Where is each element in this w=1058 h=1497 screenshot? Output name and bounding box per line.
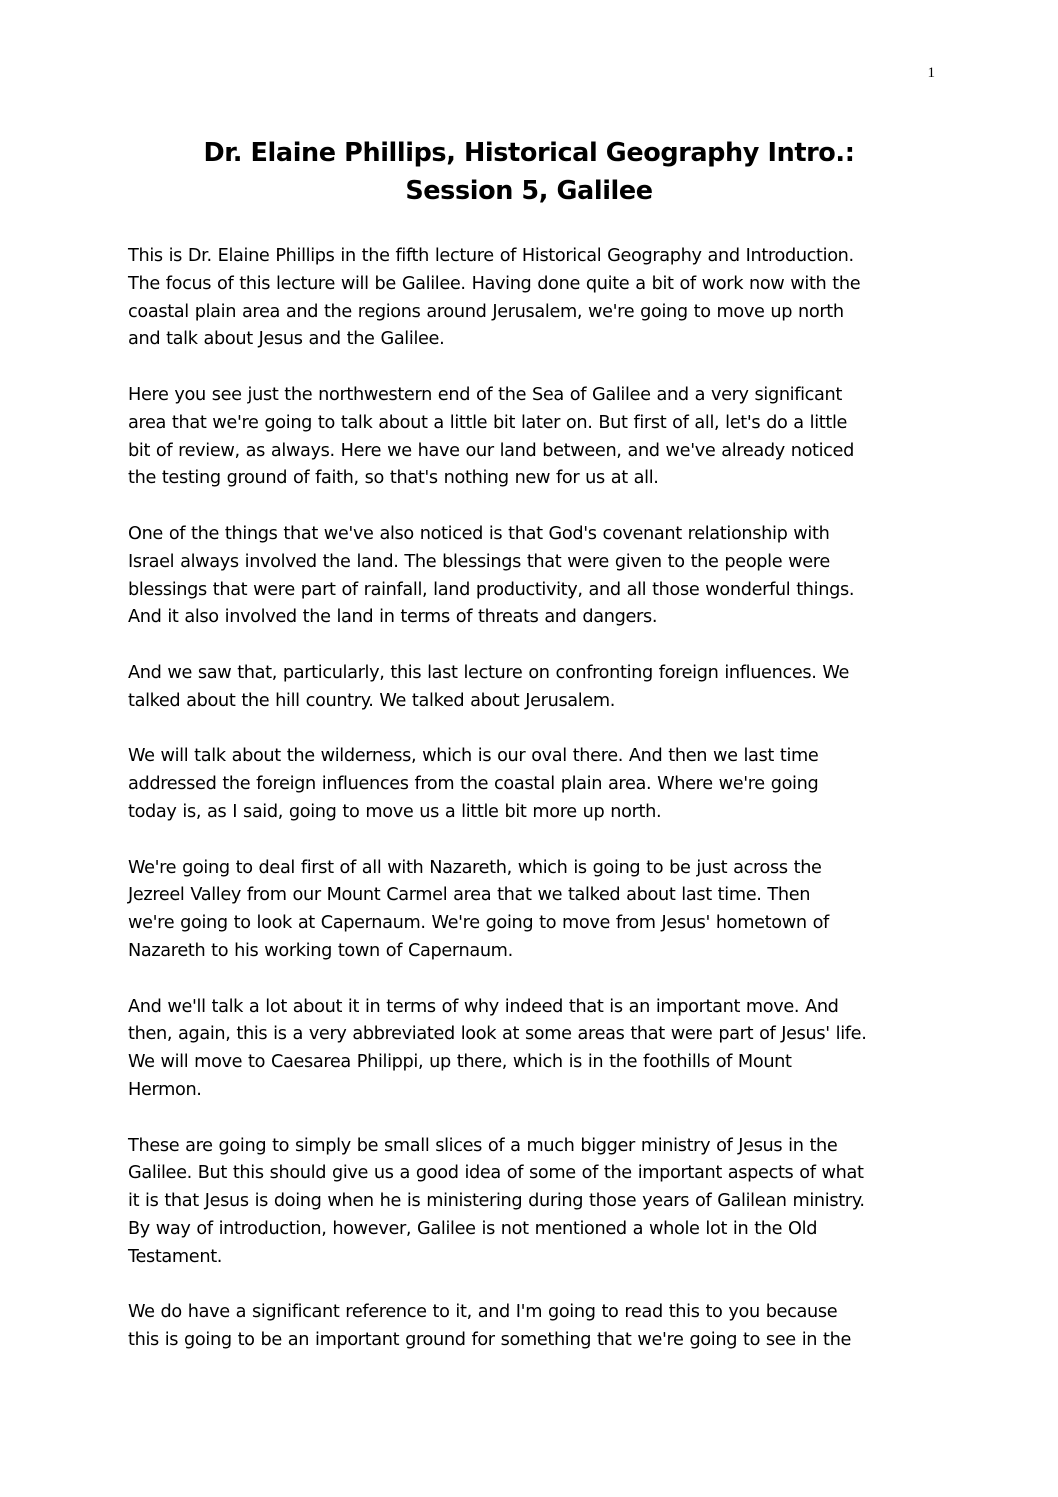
text-line: area that we're going to talk about a little bit later on. But first of all, let's do a little bbox=[128, 412, 848, 433]
text-line: Testament. bbox=[128, 1246, 223, 1267]
text-line: it is that Jesus is doing when he is ministering during those years of Galilean ministry. bbox=[128, 1191, 865, 1212]
text-line: The focus of this lecture will be Galilee. Having done quite a bit of work now with the bbox=[128, 273, 861, 294]
text-line: We will move to Caesarea Philippi, up there, which is in the foothills of Mount bbox=[128, 1052, 792, 1073]
body-text bbox=[128, 243, 930, 1383]
text-line: talked about the hill country. We talked about Jerusalem. bbox=[128, 690, 616, 711]
title-line-2: Session 5, Galilee bbox=[405, 176, 653, 206]
paragraph-3 bbox=[128, 521, 930, 632]
text-line: And we'll talk a lot about it in terms of why indeed that is an important move. And bbox=[128, 996, 839, 1017]
paragraph-7 bbox=[128, 994, 930, 1105]
text-line: Israel always involved the land. The blessings that were given to the people were bbox=[128, 551, 830, 572]
text-line: One of the things that we've also noticed is that God's covenant relationship with bbox=[128, 523, 830, 544]
text-line: blessings that were part of rainfall, land productivity, and all those wonderful things. bbox=[128, 579, 855, 600]
text-line: the testing ground of faith, so that's nothing new for us at all. bbox=[128, 468, 659, 489]
paragraph-5 bbox=[128, 743, 930, 826]
text-line: We do have a significant reference to it, and I'm going to read this to you because bbox=[128, 1302, 838, 1323]
text-line: Hermon. bbox=[128, 1079, 202, 1100]
text-line: This is Dr. Elaine Phillips in the fifth lecture of Historical Geography and Introduction. bbox=[128, 246, 854, 266]
text-line: addressed the foreign influences from the coastal plain area. Where we're going bbox=[128, 774, 819, 795]
text-line: And we saw that, particularly, this last lecture on confronting foreign influences. We bbox=[128, 662, 850, 683]
paragraph-8 bbox=[128, 1133, 930, 1272]
title-line-1: Dr. Elaine Phillips, Historical Geography Intro.: bbox=[203, 138, 855, 168]
text-line: Nazareth to his working town of Capernaum. bbox=[128, 940, 513, 961]
paragraph-4 bbox=[128, 660, 930, 716]
text-line: this is going to be an important ground for something that we're going to see in the bbox=[128, 1330, 851, 1351]
page-title bbox=[128, 134, 930, 210]
text-line: and talk about Jesus and the Galilee. bbox=[128, 329, 445, 350]
text-line: today is, as I said, going to move us a little bit more up north. bbox=[128, 801, 662, 822]
page-number: 1 bbox=[927, 65, 935, 81]
text-line: bit of review, as always. Here we have our land between, and we've already noticed bbox=[128, 440, 854, 461]
paragraph-1 bbox=[128, 243, 930, 354]
text-line: Here you see just the northwestern end of the Sea of Galilee and a very significant bbox=[128, 384, 842, 405]
text-line: These are going to simply be small slices of a much bigger ministry of Jesus in the bbox=[128, 1135, 838, 1156]
text-line: And it also involved the land in terms of threats and dangers. bbox=[128, 607, 658, 628]
paragraph-6 bbox=[128, 855, 930, 966]
text-line: We're going to deal first of all with Nazareth, which is going to be just across the bbox=[128, 857, 822, 878]
text-line: Galilee. But this should give us a good idea of some of the important aspects of what bbox=[128, 1163, 864, 1184]
text-line: By way of introduction, however, Galilee is not mentioned a whole lot in the Old bbox=[128, 1218, 818, 1239]
paragraph-2 bbox=[128, 382, 930, 493]
paragraph-9 bbox=[128, 1299, 930, 1355]
text-line: coastal plain area and the regions around Jerusalem, we're going to move up north bbox=[128, 301, 844, 322]
text-line: then, again, this is a very abbreviated look at some areas that were part of Jesus' life. bbox=[128, 1024, 867, 1045]
text-line: Jezreel Valley from our Mount Carmel area that we talked about last time. Then bbox=[128, 885, 811, 906]
text-line: we're going to look at Capernaum. We're going to move from Jesus' hometown of bbox=[128, 913, 829, 934]
text-line: We will talk about the wilderness, which is our oval there. And then we last time bbox=[128, 746, 819, 767]
